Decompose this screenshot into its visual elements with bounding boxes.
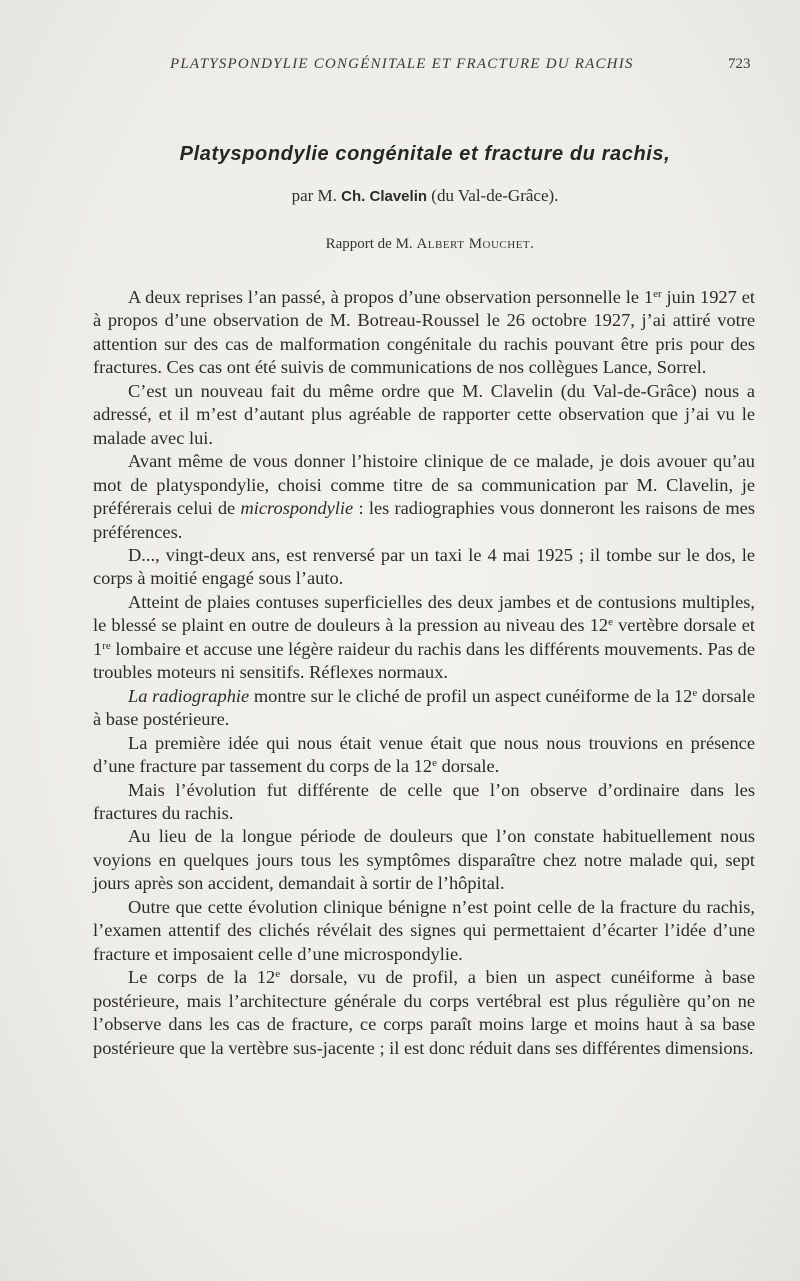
superscript: e: [432, 757, 437, 770]
paragraph-4: D..., vingt-deux ans, est renversé par un taxi le 4 mai 1925 ; il tombe sur le dos, le corps à moitié engagé sous l’auto.: [93, 544, 755, 589]
paragraph-8: Mais l’évolution fut différente de celle que l’on observe d’ordinaire dans les fractures du rachis.: [93, 779, 755, 823]
paragraph-3-text-b: : les radiographies vous donneront les raisons de mes préférences.: [93, 498, 755, 542]
article-title: Platyspondylie congénitale et fracture du rachis,: [179, 143, 671, 165]
paragraph-5: [93, 591, 755, 685]
paragraph-10: Outre que cette évolution clinique bénigne n’est point celle de la fracture du rachis, l’examen attentif des clichés révélait des signes qui permettaient d’écarter l’idée d’une fracture et imposaient celle d’une microspondylie.: [93, 896, 755, 964]
italic-term: La radiographie: [128, 685, 250, 706]
paragraph-7: [93, 732, 755, 779]
paragraph-1-text-a: A deux reprises l’an passé, à propos d’une observation personnelle le 1: [128, 287, 654, 307]
paragraph-3: [93, 450, 755, 544]
report-author: Albert Mouchet.: [416, 236, 535, 252]
paragraph-1: [93, 286, 755, 380]
running-head: PLATYSPONDYLIE CONGÉNITALE ET FRACTURE DU RACHIS: [170, 56, 634, 72]
paragraph-5-text-c: lombaire et accuse une légère raideur du rachis dans les différents mouvements. Pas de troubles moteurs ni sensitifs. Réflexes normaux.: [93, 638, 755, 683]
paragraph-3-text-a: Avant même de vous donner l’histoire clinique de ce malade, je dois avouer qu’au mot de platyspondylie, choisi comme titre de sa communication par M. Clavelin, je préférerais celui de: [93, 451, 755, 519]
superscript: e: [692, 686, 698, 699]
italic-term: microspondylie: [240, 498, 354, 519]
paragraph-9: Au lieu de la longue période de douleurs que l’on constate habituellement nous voyions en quelques jours tous les symptômes disparaître chez notre malade qui, sept jours après son accident, demandait à sortir de l’hôpital.: [93, 826, 755, 894]
paragraph-11-text-a: Le corps de la 12: [128, 967, 276, 988]
paragraph-2: C’est un nouveau fait du même ordre que M. Clavelin (du Val-de-Grâce) nous a adressé, et il m’est d’autant plus agréable de rapporter cette observation que j’ai vu le malade avec lui.: [93, 380, 755, 448]
report-prefix: Rapport de M.: [325, 236, 417, 252]
superscript: re: [102, 639, 111, 652]
paragraph-7-text-a: La première idée qui nous était venue était que nous nous trouvions en présence d’une fracture par tassement du corps de la 12: [93, 732, 755, 777]
report-line: [0, 236, 800, 253]
paragraph-7-text-b: dorsale.: [436, 756, 500, 777]
byline-author: Ch. Clavelin: [341, 188, 428, 205]
superscript: er: [653, 288, 662, 300]
byline: [0, 186, 800, 206]
superscript: e: [608, 616, 613, 629]
page-number: 723: [728, 56, 751, 72]
paragraph-11-text-b: dorsale, vu de profil, a bien un aspect cunéiforme à base postérieure, mais l’architecture générale du corps vertébral est plus régulière qu’on ne l’observe dans les cas de fracture, ce corps paraît moins large et moins haut à sa base postérieure que la vertèbre sus-jacente ; il est donc réduit dans ses différentes dimensions.: [93, 967, 755, 1058]
paragraph-11: [93, 966, 755, 1060]
paragraph-1-text-b: juin 1927 et à propos d’une observation de M. Botreau-Roussel le 26 octobre 1927, j’ai attiré votre attention sur des cas de malformation congénitale du rachis pouvant être pris pour des fractures. Ces cas ont été suivis de communications de nos collègues Lance, Sorrel.: [93, 287, 755, 378]
paragraph-5-text-a: Atteint de plaies contuses superficielles des deux jambes et de contusions multiples, le blessé se plaint en outre de douleurs à la pression au niveau des 12: [93, 591, 755, 636]
paragraph-6-text-b: dorsale à base postérieure.: [93, 685, 755, 730]
superscript: e: [275, 968, 281, 981]
paragraph-6-text-a: montre sur le cliché de profil un aspect cunéiforme de la 12: [249, 685, 693, 706]
paragraph-5-text-b: vertèbre dorsale et 1: [93, 615, 755, 659]
paragraph-6: [93, 685, 755, 732]
byline-prefix: par M.: [291, 186, 342, 205]
byline-suffix: (du Val-de-Grâce).: [427, 186, 559, 205]
article-body: [93, 286, 755, 1060]
